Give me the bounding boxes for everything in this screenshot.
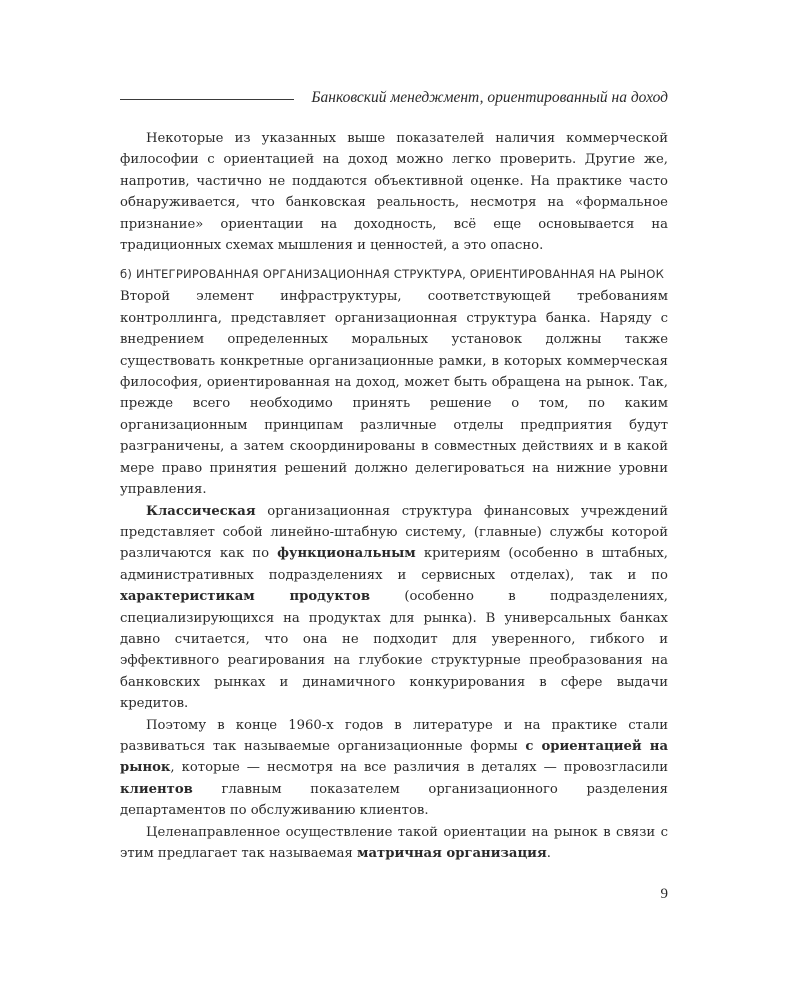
paragraph-text: Поэтому в конце 1960-х годов в литературе и на практике стали развиваться так называемые организационные формы [120, 717, 668, 754]
bold-term: характеристикам продуктов [120, 589, 371, 605]
paragraph-3 [120, 501, 668, 715]
paragraph-text: (особенно в подразделениях, специализирующихся на продуктах для рынка). В универсальных банках давно считается, что она не подходит для уверенного, гибкого и эффективного реагирования на глубокие структурные преобразования на банковских рынках и динамичного конкурирования в сфере выдачи кредитов. [120, 589, 668, 712]
section-heading: б) ИНТЕГРИРОВАННАЯ ОРГАНИЗАЦИОННАЯ СТРУКТУРА, ОРИЕНТИРОВАННАЯ НА РЫНОК [120, 267, 665, 282]
bold-term: матричная организация [357, 846, 547, 861]
bold-term: с ориентацией на рынок [120, 738, 668, 776]
bold-term: Классическая [146, 503, 256, 519]
bold-term: функциональным [277, 546, 416, 562]
page-body [120, 128, 668, 864]
paragraph-text: критериям (особенно в штабных, административных подразделениях и сервисных отделах), так и по [120, 546, 668, 583]
paragraph-5 [120, 822, 668, 865]
page-number: 9 [660, 886, 668, 902]
bold-term: клиентов [120, 781, 193, 797]
paragraph-2: Второй элемент инфраструктуры, соответствующей требованиям контроллинга, представляет организационная структура банка. Наряду с внедрением определенных моральных установок должны также существовать конкретные организационные рамки, в которых коммерческая философия, ориентированная на доход, может быть обращена на рынок. Так, прежде всего необходимо принять решение о том, по каким организационным принципам различные отделы предприятия будут разграничены, а затем скоординированы в совместных действиях и в какой мере право принятия решений должно делегироваться на нижние уровни управления. [120, 289, 668, 498]
running-header: Банковский менеджмент, ориентированный на доход [311, 89, 668, 106]
paragraph-text: . [546, 846, 551, 861]
paragraph-text: Целенаправленное осуществление такой ориентации на рынок в связи с этим предлагает так называемая [120, 824, 668, 861]
header-rule [120, 99, 294, 100]
paragraph-4 [120, 715, 668, 822]
paragraph-text: главным показателем организационного разделения департаментов по обслуживанию клиентов. [120, 781, 668, 819]
paragraph-text: организационная структура финансовых учреждений представляет собой линейно-штабную систему, (главные) службы которой различаются как по [120, 503, 668, 562]
paragraph-1: Некоторые из указанных выше показателей наличия коммерческой философии с ориентацией на доход можно легко проверить. Другие же, напротив, частично не поддаются объективной оценке. На практике часто обнаруживается, что банковская реальность, несмотря на «формальное признание» ориентации на доходность, всё еще основывается на традиционных схемах мышления и ценностей, а это опасно. [120, 131, 668, 254]
paragraph-text: , которые — несмотря на все различия в деталях — провозгласили [170, 760, 668, 776]
